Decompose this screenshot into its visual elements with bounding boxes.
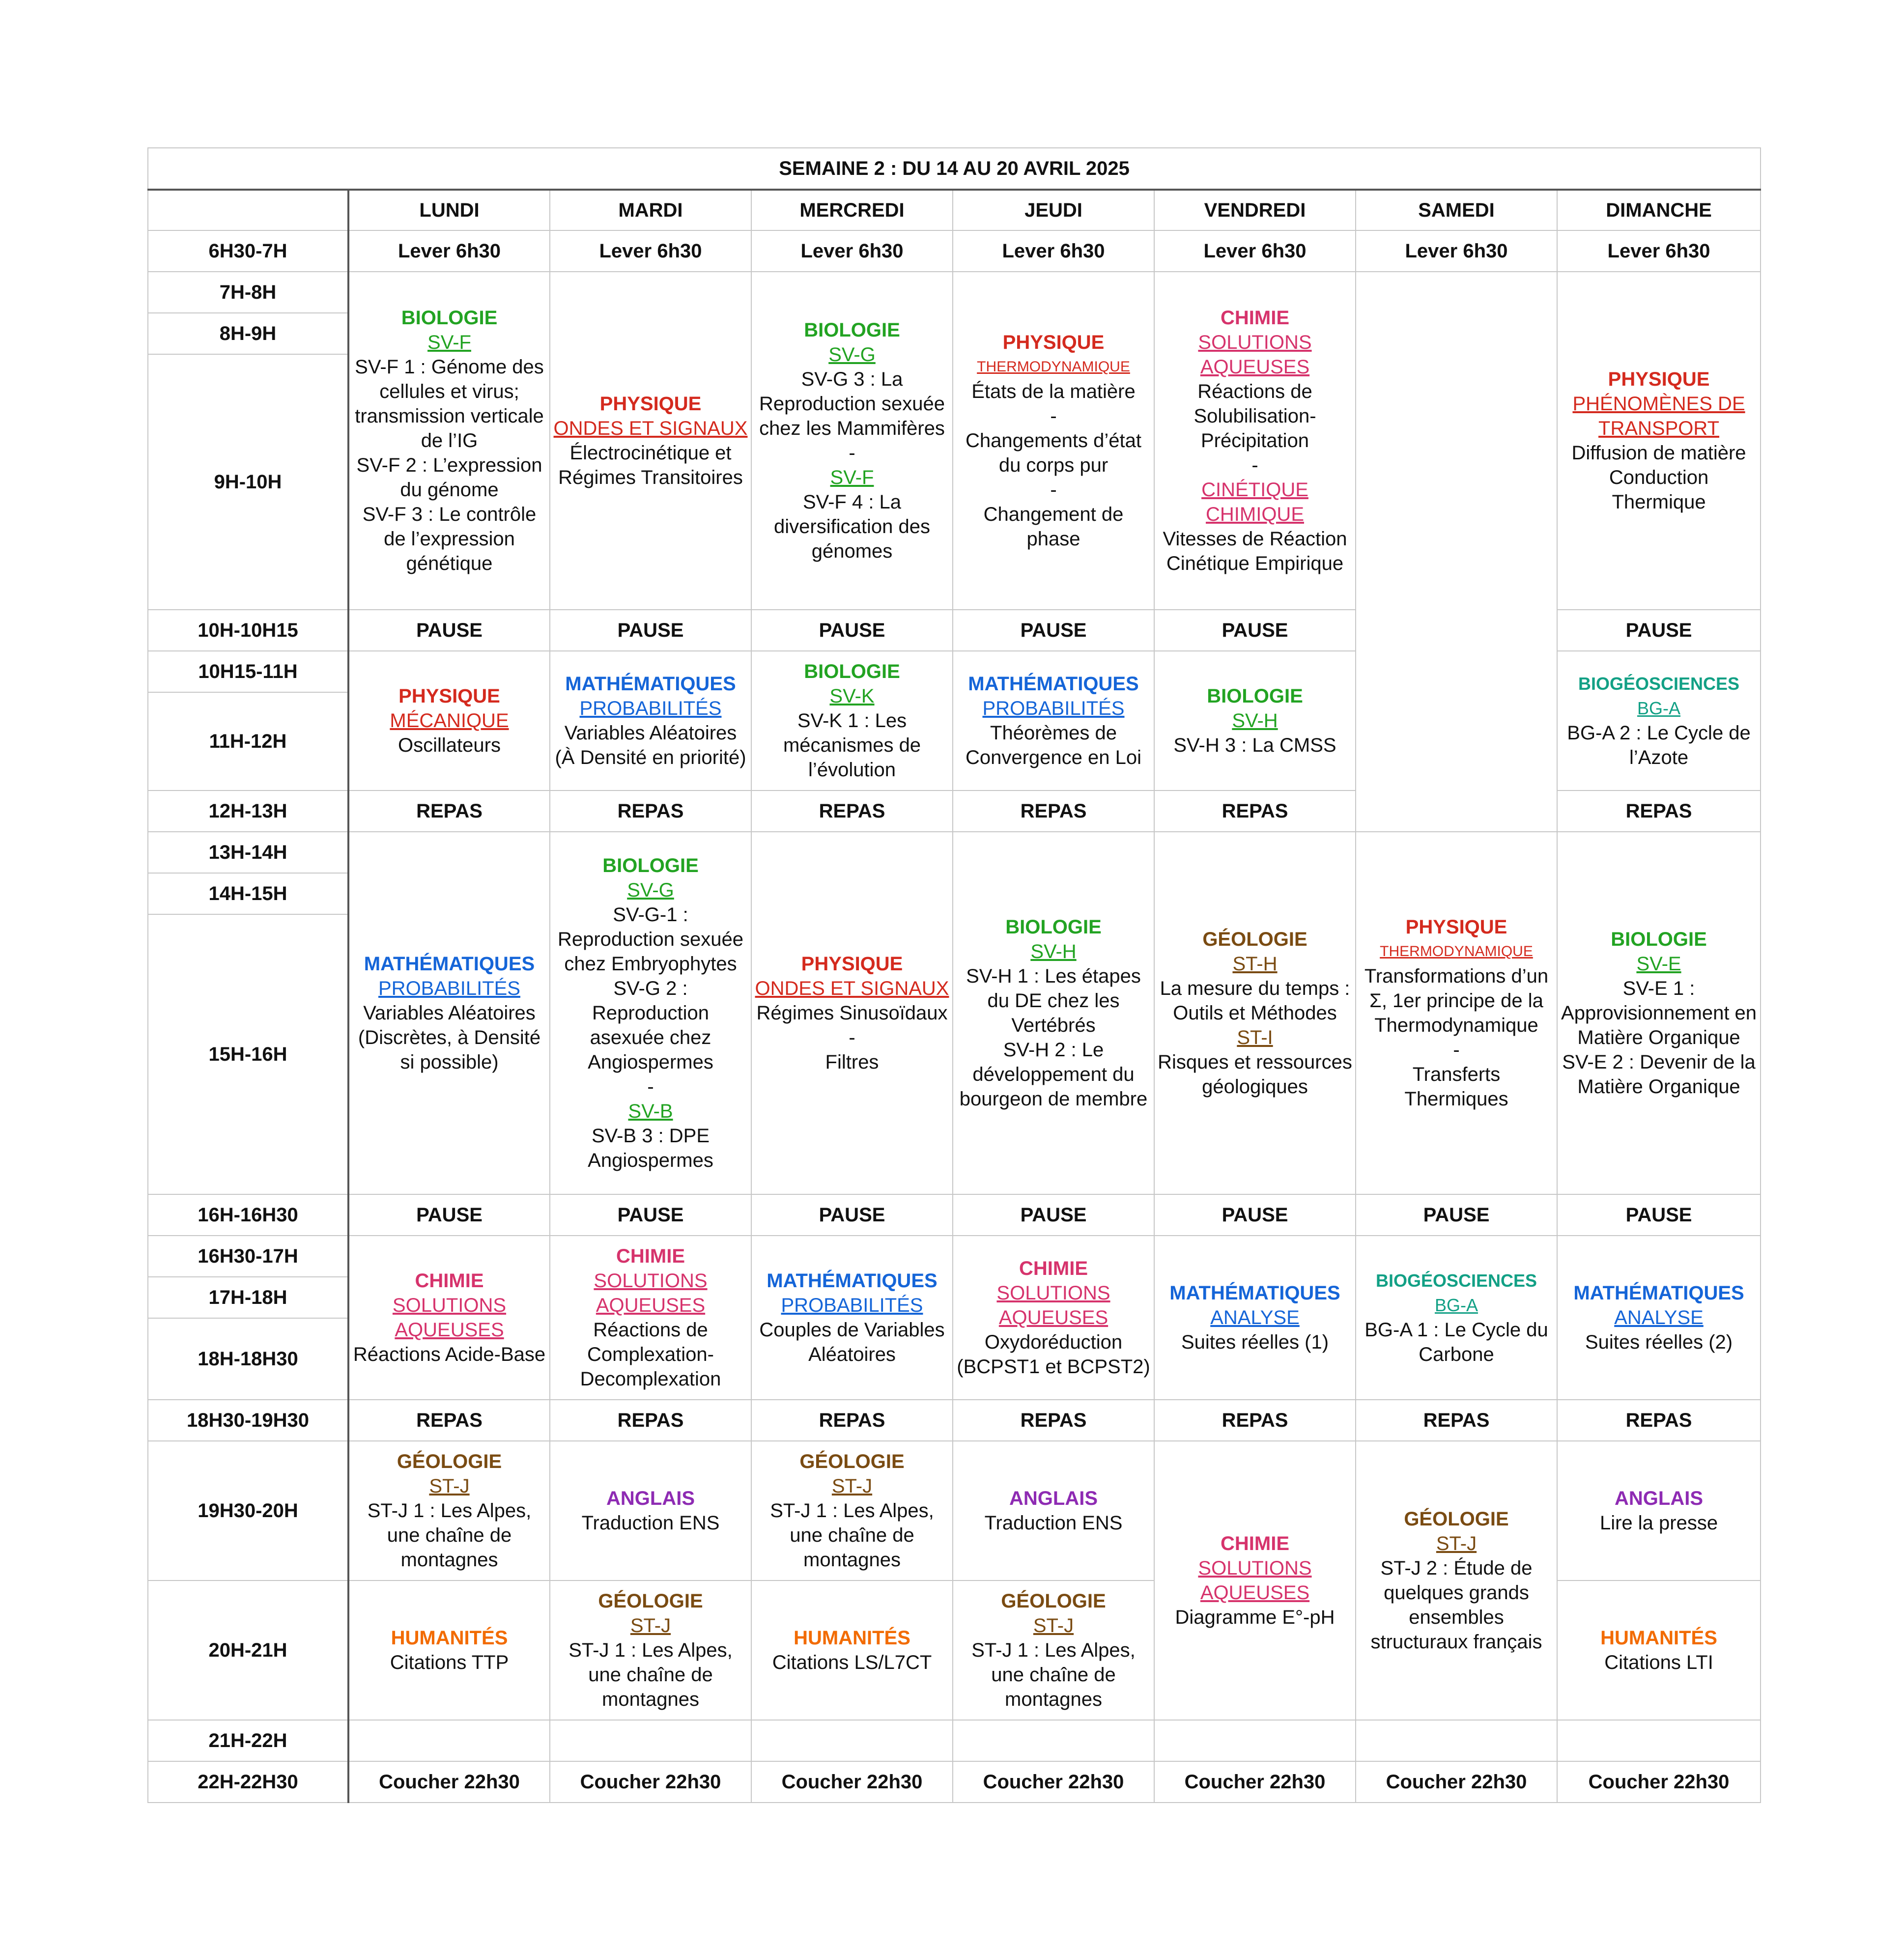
course-detail: ST-J 1 : Les Alpes, une chaîne de montagnes [770, 1500, 934, 1571]
pause-cell: PAUSE [348, 610, 550, 651]
subject-label: PHYSIQUE [1002, 332, 1105, 353]
chapter-link: ANALYSE [1614, 1307, 1704, 1328]
empty-cell [953, 1720, 1154, 1761]
chapter-link: THERMODYNAMIQUE [1380, 943, 1533, 959]
course-cell [1557, 1236, 1761, 1400]
time-label: 15H-16H [148, 914, 348, 1194]
chapter-link: SV-K [829, 685, 875, 707]
subject-label: PHYSIQUE [398, 685, 500, 707]
time-label: 12H-13H [148, 790, 348, 832]
schedule-title: SEMAINE 2 : DU 14 AU 20 AVRIL 2025 [148, 148, 1761, 190]
pause-cell: PAUSE [1154, 610, 1356, 651]
empty-cell [550, 1720, 751, 1761]
course-detail: - [647, 1076, 654, 1098]
course-cell [751, 1441, 953, 1580]
bedtime-cell: Coucher 22h30 [550, 1761, 751, 1803]
subject-label: GÉOLOGIE [1202, 929, 1307, 950]
chapter-link: ST-I [1237, 1027, 1273, 1048]
chapter-link: PROBABILITÉS [781, 1295, 923, 1316]
course-cell [550, 832, 751, 1194]
course-detail: La mesure du temps : Outils et Méthodes [1160, 978, 1350, 1024]
meal-cell: REPAS [953, 790, 1154, 832]
time-label: 18H-18H30 [148, 1318, 348, 1400]
course-cell [751, 1236, 953, 1400]
subject-label: BIOLOGIE [602, 855, 699, 876]
wake-up-cell: Lever 6h30 [1557, 230, 1761, 272]
course-detail: SV-E 1 : Approvisionnement en Matière Organique [1561, 978, 1757, 1048]
chapter-link: PROBABILITÉS [378, 978, 520, 999]
course-cell [348, 1580, 550, 1720]
wake-up-cell: Lever 6h30 [953, 230, 1154, 272]
course-detail: ST-J 1 : Les Alpes, une chaîne de montagnes [971, 1639, 1136, 1710]
empty-cell [1557, 1720, 1761, 1761]
subject-label: CHIMIE [1221, 307, 1289, 329]
subject-label: BIOLOGIE [804, 319, 900, 341]
wake-up-cell: Lever 6h30 [1154, 230, 1356, 272]
course-detail: SV-F 4 : La diversification des génomes [774, 491, 930, 562]
course-detail: - [1251, 454, 1258, 476]
bedtime-cell: Coucher 22h30 [348, 1761, 550, 1803]
course-cell [1154, 1236, 1356, 1400]
day-header: LUNDI [348, 190, 550, 230]
time-label: 16H-16H30 [148, 1194, 348, 1236]
time-label: 14H-15H [148, 873, 348, 914]
course-cell [348, 1441, 550, 1580]
course-cell [550, 1441, 751, 1580]
subject-label: BIOLOGIE [1207, 685, 1303, 707]
course-cell [751, 832, 953, 1194]
bedtime-cell: Coucher 22h30 [1557, 1761, 1761, 1803]
chapter-link: SV-B [628, 1100, 673, 1122]
subject-label: PHYSIQUE [1405, 916, 1507, 938]
course-detail: Réactions Acide-Base [353, 1344, 546, 1365]
course-cell [1356, 832, 1557, 1194]
chapter-link: ST-J [1033, 1615, 1074, 1637]
course-detail: ST-J 1 : Les Alpes, une chaîne de montagnes [367, 1500, 532, 1571]
course-cell [1356, 1236, 1557, 1400]
chapter-link: ST-H [1232, 953, 1278, 975]
course-detail: Citations LS/L7CT [772, 1652, 932, 1673]
chapter-link: ST-J [1436, 1533, 1477, 1554]
chapter-link: SOLUTIONS AQUEUSES [1198, 332, 1312, 378]
course-detail: - [1453, 1039, 1460, 1061]
time-label: 6H30-7H [148, 230, 348, 272]
time-label: 9H-10H [148, 354, 348, 610]
subject-label: MATHÉMATIQUES [767, 1270, 938, 1292]
time-label: 19H30-20H [148, 1441, 348, 1580]
pause-cell: PAUSE [953, 610, 1154, 651]
course-cell [1356, 1441, 1557, 1720]
wake-up-cell: Lever 6h30 [550, 230, 751, 272]
meal-cell: REPAS [1356, 1400, 1557, 1441]
chapter-link: SV-F [830, 467, 874, 488]
subject-label: CHIMIE [1221, 1533, 1289, 1554]
wake-up-cell: Lever 6h30 [348, 230, 550, 272]
meal-cell: REPAS [550, 790, 751, 832]
meal-cell: REPAS [1154, 790, 1356, 832]
course-detail: États de la matière [971, 381, 1136, 402]
chapter-link: ST-J [831, 1475, 873, 1497]
empty-cell [348, 1720, 550, 1761]
meal-cell: REPAS [348, 790, 550, 832]
course-detail: Régimes Sinusoïdaux [756, 1002, 948, 1024]
subject-label: BIOLOGIE [1005, 916, 1102, 938]
time-label: 18H30-19H30 [148, 1400, 348, 1441]
course-detail: SV-E 2 : Devenir de la Matière Organique [1562, 1051, 1756, 1098]
day-header: DIMANCHE [1557, 190, 1761, 230]
meal-cell: REPAS [751, 790, 953, 832]
course-detail: Vitesses de Réaction Cinétique Empirique [1163, 528, 1347, 574]
subject-label: GÉOLOGIE [598, 1590, 703, 1612]
course-cell [550, 1580, 751, 1720]
course-detail: Diffusion de matière Conduction Thermique [1571, 442, 1746, 513]
corner-cell [148, 190, 348, 230]
course-cell [348, 832, 550, 1194]
chapter-link: ANALYSE [1210, 1307, 1300, 1328]
chapter-link: SOLUTIONS AQUEUSES [594, 1270, 708, 1316]
course-detail: - [1050, 479, 1057, 501]
day-header: MERCREDI [751, 190, 953, 230]
pause-cell: PAUSE [1557, 1194, 1761, 1236]
course-detail: SV-H 3 : La CMSS [1173, 734, 1336, 756]
chapter-link: PROBABILITÉS [982, 698, 1125, 719]
time-label: 21H-22H [148, 1720, 348, 1761]
bedtime-cell: Coucher 22h30 [953, 1761, 1154, 1803]
course-detail: Citations TTP [390, 1652, 509, 1673]
chapter-link: SV-F [427, 332, 471, 353]
time-label: 10H15-11H [148, 651, 348, 692]
subject-label: MATHÉMATIQUES [1169, 1282, 1340, 1304]
time-label: 10H-10H15 [148, 610, 348, 651]
course-detail: Réactions de Complexation-Decomplexation [580, 1319, 721, 1390]
day-header: MARDI [550, 190, 751, 230]
subject-label: GÉOLOGIE [799, 1451, 905, 1472]
course-detail: Transformations d’un Σ, 1er principe de la Thermodynamique [1364, 965, 1549, 1036]
bedtime-cell: Coucher 22h30 [1356, 1761, 1557, 1803]
chapter-link: SV-H [1030, 941, 1077, 962]
empty-cell [751, 1720, 953, 1761]
pause-cell: PAUSE [1557, 610, 1761, 651]
course-detail: SV-F 3 : Le contrôle de l’expression génétique [362, 504, 537, 574]
chapter-link: CINÉTIQUE CHIMIQUE [1201, 479, 1308, 525]
pause-cell: PAUSE [348, 1194, 550, 1236]
course-detail: Changements d’état du corps pur [965, 430, 1141, 476]
subject-label: ANGLAIS [1615, 1488, 1704, 1509]
course-detail: Changement de phase [983, 504, 1124, 550]
pause-cell: PAUSE [953, 1194, 1154, 1236]
subject-label: ANGLAIS [1009, 1488, 1098, 1509]
course-cell [1557, 272, 1761, 610]
course-cell [953, 1236, 1154, 1400]
subject-label: BIOGÉOSCIENCES [1578, 674, 1740, 694]
course-detail: SV-G 3 : La Reproduction sexuée chez les Mammifères [759, 368, 945, 439]
chapter-link: BG-A [1434, 1295, 1478, 1315]
chapter-link: ST-J [429, 1475, 470, 1497]
chapter-link: SOLUTIONS AQUEUSES [392, 1295, 507, 1341]
pause-cell: PAUSE [751, 610, 953, 651]
subject-label: CHIMIE [616, 1245, 685, 1267]
time-label: 17H-18H [148, 1277, 348, 1318]
course-cell [1154, 272, 1356, 610]
bedtime-cell: Coucher 22h30 [751, 1761, 953, 1803]
subject-label: GÉOLOGIE [1404, 1508, 1509, 1530]
course-detail: BG-A 2 : Le Cycle de l’Azote [1567, 722, 1751, 768]
course-detail: ST-J 1 : Les Alpes, une chaîne de montagnes [568, 1639, 733, 1710]
course-detail: Suites réelles (1) [1181, 1331, 1329, 1353]
chapter-link: SV-G [828, 344, 876, 366]
course-detail: SV-G-1 : Reproduction sexuée chez Embryophytes [557, 904, 744, 975]
course-cell [751, 272, 953, 610]
course-detail: Électrocinétique et Régimes Transitoires [558, 442, 743, 488]
course-detail: SV-B 3 : DPE Angiospermes [588, 1125, 713, 1171]
course-cell [1557, 1580, 1761, 1720]
chapter-link: SV-G [627, 879, 674, 901]
course-cell [348, 272, 550, 610]
meal-cell: REPAS [953, 1400, 1154, 1441]
course-detail: Traduction ENS [581, 1512, 720, 1534]
subject-label: HUMANITÉS [794, 1627, 910, 1649]
course-cell [953, 651, 1154, 790]
course-detail: Risques et ressources géologiques [1158, 1051, 1352, 1098]
course-detail: BG-A 1 : Le Cycle du Carbone [1364, 1319, 1548, 1365]
subject-label: BIOLOGIE [804, 661, 900, 682]
subject-label: MATHÉMATIQUES [565, 673, 736, 695]
course-cell [1557, 832, 1761, 1194]
course-detail: SV-K 1 : Les mécanismes de l’évolution [783, 710, 921, 781]
course-detail: Réactions de Solubilisation-Précipitation [1194, 381, 1316, 451]
pause-cell: PAUSE [550, 610, 751, 651]
empty-cell [1356, 272, 1557, 832]
course-detail: ST-J 2 : Étude de quelques grands ensembles structuraux français [1370, 1557, 1542, 1653]
time-label: 7H-8H [148, 272, 348, 313]
chapter-link: SOLUTIONS AQUEUSES [1198, 1557, 1312, 1604]
meal-cell: REPAS [1557, 1400, 1761, 1441]
course-detail: SV-G 2 : Reproduction asexuée chez Angiospermes [588, 978, 713, 1073]
subject-label: GÉOLOGIE [1001, 1590, 1106, 1612]
course-cell [953, 832, 1154, 1194]
meal-cell: REPAS [550, 1400, 751, 1441]
pause-cell: PAUSE [550, 1194, 751, 1236]
course-cell [550, 1236, 751, 1400]
wake-up-cell: Lever 6h30 [1356, 230, 1557, 272]
subject-label: PHYSIQUE [801, 953, 903, 975]
subject-label: PHYSIQUE [599, 393, 702, 415]
pause-cell: PAUSE [1356, 1194, 1557, 1236]
course-detail: Couples de Variables Aléatoires [759, 1319, 945, 1365]
meal-cell: REPAS [1557, 790, 1761, 832]
chapter-link: PHÉNOMÈNES DE TRANSPORT [1572, 393, 1745, 439]
meal-cell: REPAS [751, 1400, 953, 1441]
course-cell [953, 1580, 1154, 1720]
day-header: SAMEDI [1356, 190, 1557, 230]
chapter-link: SV-E [1636, 953, 1681, 975]
course-detail: SV-F 1 : Génome des cellules et virus; transmission verticale de l’IG [355, 356, 544, 451]
course-cell [1154, 832, 1356, 1194]
course-detail: SV-H 1 : Les étapes du DE chez les Vertébrés [966, 965, 1141, 1036]
course-detail: - [849, 442, 855, 464]
course-detail: SV-H 2 : Le développement du bourgeon de membre [959, 1039, 1148, 1110]
chapter-link: ST-J [630, 1615, 671, 1637]
course-detail: - [1050, 405, 1057, 427]
course-detail: Citations LTI [1604, 1652, 1713, 1673]
schedule-sheet [147, 147, 1760, 1803]
course-detail: Diagramme E°-pH [1175, 1607, 1335, 1628]
course-detail: Filtres [825, 1051, 879, 1073]
subject-label: HUMANITÉS [391, 1627, 508, 1649]
subject-label: ANGLAIS [606, 1488, 695, 1509]
subject-label: BIOLOGIE [1611, 929, 1707, 950]
course-cell [751, 651, 953, 790]
day-header: JEUDI [953, 190, 1154, 230]
chapter-link: SV-H [1232, 710, 1278, 732]
course-detail: SV-F 2 : L’expression du génome [356, 454, 542, 501]
bedtime-cell: Coucher 22h30 [1154, 1761, 1356, 1803]
pause-cell: PAUSE [1154, 1194, 1356, 1236]
course-detail: Transferts Thermiques [1404, 1064, 1508, 1110]
time-label: 8H-9H [148, 313, 348, 354]
course-detail: Suites réelles (2) [1585, 1331, 1733, 1353]
course-cell [348, 1236, 550, 1400]
time-label: 11H-12H [148, 692, 348, 790]
course-cell [550, 651, 751, 790]
course-detail: Lire la presse [1599, 1512, 1718, 1534]
chapter-link: PROBABILITÉS [579, 698, 722, 719]
meal-cell: REPAS [1154, 1400, 1356, 1441]
chapter-link: SOLUTIONS AQUEUSES [996, 1282, 1110, 1328]
empty-cell [1154, 1720, 1356, 1761]
time-label: 13H-14H [148, 832, 348, 873]
course-cell [1557, 651, 1761, 790]
course-cell [1154, 651, 1356, 790]
subject-label: CHIMIE [415, 1270, 484, 1292]
subject-label: CHIMIE [1019, 1258, 1088, 1279]
day-header: VENDREDI [1154, 190, 1356, 230]
time-label: 22H-22H30 [148, 1761, 348, 1803]
chapter-link: BG-A [1637, 698, 1681, 718]
chapter-link: MÉCANIQUE [390, 710, 509, 732]
course-detail: Oscillateurs [398, 734, 501, 756]
course-cell [348, 651, 550, 790]
subject-label: MATHÉMATIQUES [968, 673, 1139, 695]
course-detail: Variables Aléatoires (À Densité en priorité) [555, 722, 746, 768]
pause-cell: PAUSE [751, 1194, 953, 1236]
course-detail: - [849, 1027, 855, 1048]
chapter-link: THERMODYNAMIQUE [977, 359, 1130, 375]
course-cell [953, 272, 1154, 610]
course-cell [751, 1580, 953, 1720]
subject-label: BIOLOGIE [401, 307, 498, 329]
empty-cell [1356, 1720, 1557, 1761]
course-detail: Oxydoréduction (BCPST1 et BCPST2) [957, 1331, 1150, 1378]
meal-cell: REPAS [348, 1400, 550, 1441]
course-detail: Traduction ENS [984, 1512, 1123, 1534]
subject-label: PHYSIQUE [1608, 368, 1710, 390]
subject-label: GÉOLOGIE [397, 1451, 502, 1472]
course-cell [1557, 1441, 1761, 1580]
subject-label: MATHÉMATIQUES [1573, 1282, 1744, 1304]
time-label: 20H-21H [148, 1580, 348, 1720]
course-cell [1154, 1441, 1356, 1720]
course-cell [953, 1441, 1154, 1580]
chapter-link: ONDES ET SIGNAUX [553, 418, 748, 439]
course-detail: Variables Aléatoires (Discrètes, à Densité si possible) [358, 1002, 541, 1073]
wake-up-cell: Lever 6h30 [751, 230, 953, 272]
time-label: 16H30-17H [148, 1236, 348, 1277]
subject-label: HUMANITÉS [1600, 1627, 1717, 1649]
chapter-link: ONDES ET SIGNAUX [755, 978, 949, 999]
subject-label: BIOGÉOSCIENCES [1375, 1270, 1537, 1291]
course-detail: Théorèmes de Convergence en Loi [965, 722, 1142, 768]
weekly-schedule-table [147, 147, 1761, 1803]
subject-label: MATHÉMATIQUES [364, 953, 535, 975]
course-cell [550, 272, 751, 610]
